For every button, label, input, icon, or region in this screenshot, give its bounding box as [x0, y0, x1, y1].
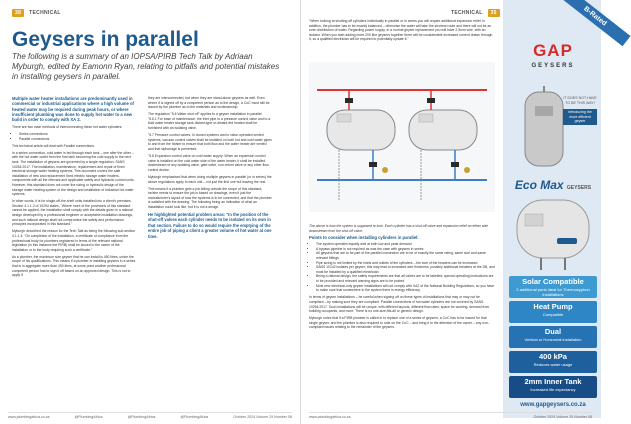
left-column-1	[12, 96, 136, 280]
right-page-number: 35	[488, 9, 500, 17]
footer-social-twitter[interactable]: @PlumbingAfrica	[127, 415, 156, 419]
right-intro	[309, 7, 495, 42]
paragraph: In a series connection, cold water is fed through each tank – one after the other – with the hot water outlet from the first tank becoming the cold supply to the next tank. The installation of geysers are governed by a single regulation, SANS 10254:2017. The installation, maintenance, replacement and repair of fixed electrical storage water heating systems. This document covers the safe installation of new and replacement fixed electric storage water heaters, components with all the relevant and applicable safety and hydraulic control units. However, this standard does not cover the sizing or hydraulic design of the storage water heating system or the design and installation of industrial hot water systems.	[12, 150, 135, 197]
feature-heat-pump: Heat Pump Compatible	[509, 301, 597, 323]
paragraph: This technical article will deal with Parallel connections.	[12, 143, 95, 148]
intro-bar: introducing the more efficient geyser	[563, 109, 597, 125]
gap-geysers-advert[interactable]	[503, 0, 608, 418]
feature-solar: Solar Compatible 2 additional ports ideal for Thermosyphon installations	[509, 276, 597, 298]
feature-inner-tank: 2mm Inner Tank Increased life expectancy	[509, 376, 597, 398]
figure-caption: The above is how the system is supposed to look. Each cylinder has a shut-off valve and expansion relief on either side downstream from the shut-off valve.	[309, 224, 489, 233]
paragraph: Myburgh notes that if a PIRB plumber is called in to replace one of a series of geysers, a CoC has to be issued for that single geyser, and the plumber is also required to note on the CoC – and bring it to the attention of the owner – any non-compliant issues relating to the remainder of the geysers.	[309, 316, 490, 330]
list-item: • A bypass pipeline is not required as was the case with geysers in series	[316, 247, 495, 252]
feature-dual: Dual Vertical or Horizontal installation	[509, 326, 597, 348]
paragraph: Myburgh described the reason for the Tech Talk as being the following sub-section 4.1.1.4: "On completion of the installation, a certificate of compliance from the professional body for plumbers registered in terms of the relevant national legislation (in this instance the PIRB) shall be issued to the owner of the installation or to the body requiring such a certificate."	[12, 229, 136, 252]
left-column-2	[148, 96, 272, 242]
list-item: • Most new electrical-only geyser installations will not comply with XA2 of the National Building Regulations, so you have to make sure that somewhere in the system there is energy efficiency	[316, 284, 495, 293]
diagram-illustration	[309, 62, 495, 212]
list-item: • Pipe sizing is not limited by the inlets and outlets of the cylinders – the size of the headers can be increased	[316, 261, 495, 266]
geyser-cylinder	[327, 90, 395, 180]
list-item: • The system operates equally well at both low and peak demand	[316, 242, 495, 247]
paragraph: Myburgh emphasised that when doing multiple geysers in parallel (or in series) the above regulations apply to each unit – not just the first one but leaving the rest.	[148, 174, 272, 184]
right-page	[300, 0, 608, 424]
paragraph: There are two main methods of interconnecting these hot water cylinders:	[12, 124, 123, 129]
paragraph: As a plumber, the maximum size geyser that he can install is 450 litres, under the scope of his qualifications. This means if a plumber is installing geysers in a series that is in aggregate more than 450 litres, at some point another professional competent person has to sign it off based on an approved design. This is not to apply if	[12, 254, 136, 278]
b-rated-ribbon: B-Rated	[559, 0, 630, 46]
right-section-label: TECHNICAL	[451, 10, 483, 16]
left-page-header	[12, 9, 61, 17]
ad-bubble-text: IT DOES NOT HAVE TO BE THIS WAY! introducing the more efficient geyser	[563, 96, 597, 123]
article-title: Geysers in parallel	[12, 28, 199, 51]
list-item: • SANS 10142 isolates per geyser; this may lead to increased wire thickness, possibly additional breakers at the DB, and must be installed by a qualified electrician	[316, 265, 495, 274]
points-subheading: Points to consider when installing cylinders in parallel:	[309, 234, 419, 240]
article-standfirst: The following is a summary of an IOPSA/PIRB Tech Talk by Adriaan Myburgh, edited by Eamonn Ryan, relating to pitfalls and potential mistakes in installing geysers in parallel.	[12, 52, 280, 81]
gap-logo: GAP	[533, 41, 573, 60]
pull-quote: He highlighted potential problem areas: "In the position of the shut-off valves each cylinder needs to be isolated on its own in that section. Failure to do so would require the emptying of the entire job of piping a client a greater volume of hot water at one time.	[148, 212, 272, 239]
gap-logo-sub: GEYSERS	[531, 63, 575, 69]
connection-list	[12, 132, 136, 141]
right-footer	[309, 412, 592, 419]
paragraph: In terms of geyser installations – be careful when signing off on these types of installations that may or may not be compliant – by making sure they are compliant. Parallel connections of hot water cylinders are not covered by SANS 10254:2017. Such installations will be unique, with different layouts, different flow rates, space for working, demand from building occupants, and more. There is no one-size-fits-all or generic design.	[309, 295, 490, 314]
geyser-cylinder	[409, 90, 477, 180]
left-page	[0, 0, 300, 424]
list-item: • Parallel connections	[19, 137, 136, 142]
footer-issue: October 2024 Volume 29 Number 08	[233, 415, 292, 419]
eco-max-product-sub: GEYSERS	[566, 185, 592, 191]
right-body	[309, 224, 495, 332]
paragraph: In other words, it is for single-off-the-shelf units installed into a client's premises. Section 4.1.1.2 of 10254 states, "Where more of the provisions of this standard cannot be applied, the installation shall comply with the details given in a rational design developed by a professional engineer or acceptable installation drawings, and such rational design shall not compromise the safety and performance principles incorporated in this standard."	[12, 199, 134, 227]
article-lead: Multiple water heater installations are predominantly used in commercial or industrial applications where a high volume of heated water may be required during peak hours, or where insufficient plumbing was done to supply hot water to a new build in order to comply with XA 2.	[12, 96, 134, 123]
paragraph: "5.7 Pressure control valves: In closed systems and in valve-operated vented systems, vacuum control valves shall be installed on both hot and cold water pipes to and from the heater to ensure that both flow and the water heater are vented and that siphonage is prevented.	[148, 133, 272, 151]
paragraph: "5.8 Expansion control valve on cold water supply: When an expansion control valve is installed on the cold water side of the water heater, it shall be installed downstream of any isolating valve, gate valve, non-return valve or any other flow-control device.	[148, 154, 270, 172]
list-item: • Series connections	[19, 132, 136, 137]
eco-max-product-name: Eco Max GEYSERS	[514, 178, 592, 192]
eco-max-geyser-illustration	[511, 194, 595, 272]
footer-issue: October 2024 Volume 29 Number 08	[533, 415, 592, 419]
paragraph: This means if a plumber gets a job telling outside the scope of this standard, he/she needs to ensure the job is based on drawings, even if just the manufacturer's layout of how the systems is to be connected, and that the plumber is satisfied with the drawing. The following being an indication of what an installation could look like, but it is not a design.	[148, 186, 272, 209]
list-item: • All geysers that are to be part of the parallel connection are to be of exactly the same rating, same size and same relevant fittings	[316, 251, 495, 260]
paragraph: The regulation "5.6 Water shut off" applies to a geyser installation in parallel: "5.6.1 For ease of maintenance, the inlet pipe to a pressure control valve and to a fluid water heater storage tank-distant-type or-distant-fed heated shall be furnished with an isolating valve.	[148, 112, 271, 131]
list-item: • Being a rational design, the safety requirements are that all valves are to be labelled; special operating instructions are to be provided and relevant warning signs are to be posted	[316, 274, 495, 283]
points-list	[309, 242, 495, 293]
left-page-number: 38	[12, 9, 24, 17]
footer-site-link[interactable]: www.plumbingafrica.co.za	[309, 415, 351, 419]
footer-site-link[interactable]: www.plumbingafrica.co.za	[8, 415, 50, 419]
paragraph: "When looking at shutting off cylinders individually in parallel or in series you will require additional expansion relief. In addition, the plumber has to be exactly balanced – otherwise the water will take the shortest route and there will not be an even distribution of water. Regarding power supply, in a normal geyser replacement you will have 2.5mm wire, with an isolator. When you start adding more 200 litre geysers together there will be considerable increased current drawn through it, so a qualified electrician will be required to potentially update it."	[309, 19, 493, 42]
parallel-geyser-diagram	[309, 62, 495, 212]
left-footer	[8, 412, 292, 419]
left-section-label: TECHNICAL	[29, 10, 61, 16]
footer-social-linkedin[interactable]: @PlumbingAfrica	[180, 415, 209, 419]
ad-website-link[interactable]: www.gapgeysers.co.za	[520, 402, 586, 408]
feature-400kpa: 400 kPa Reduces water usage	[509, 351, 597, 373]
paragraph: they are interconnected, but when they are stand-alone geysers as well. Even where it is signed off by a competent person as to the design, a CoC must still be issued by the plumber as to the materials and workmanship.	[148, 96, 270, 110]
footer-social-facebook[interactable]: @PlumbingAfrica	[74, 415, 103, 419]
